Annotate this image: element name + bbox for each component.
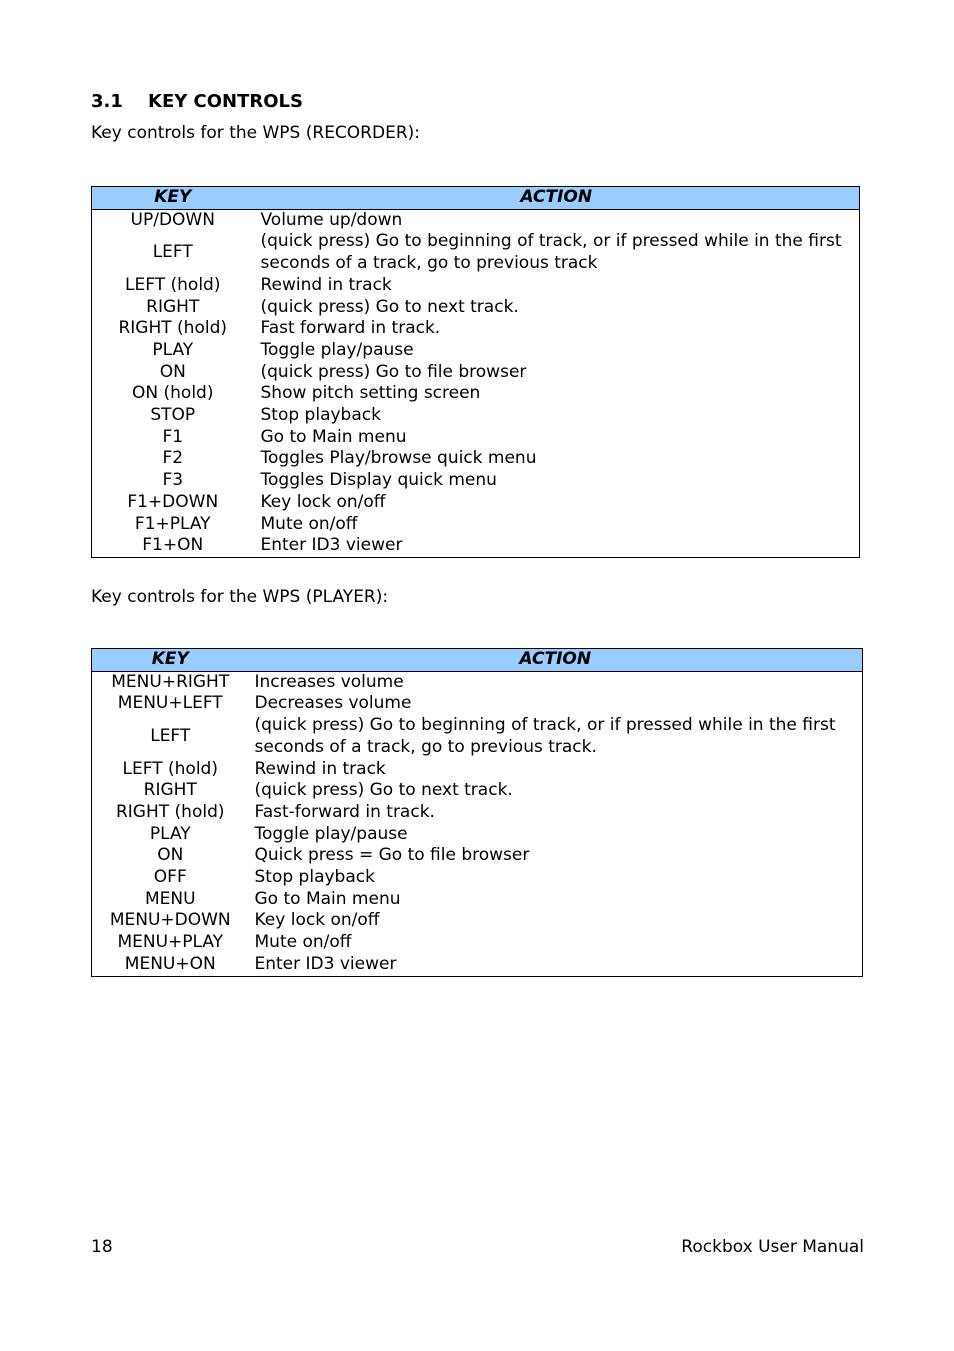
table-row <box>92 954 863 976</box>
table-row <box>92 514 860 536</box>
table-row <box>92 693 863 715</box>
action-cell: Volume up/down <box>260 209 403 230</box>
table-row <box>92 492 860 514</box>
footer-title: Rockbox User Manual <box>681 1237 864 1257</box>
table-row <box>92 780 863 802</box>
key-cell: PLAY <box>149 823 191 844</box>
table-row <box>92 383 860 405</box>
action-cell: Key lock on/off <box>254 910 380 931</box>
action-cell: (quick press) Go to beginning of track, or if pressed while in the first seconds of a track, go to previous track. <box>254 715 836 757</box>
key-cell: ON <box>159 361 186 382</box>
player-key-table <box>91 648 863 977</box>
action-cell: Stop playback <box>260 405 381 426</box>
key-column-header: KEY <box>92 187 254 210</box>
key-cell: RIGHT <box>143 780 197 801</box>
key-cell: F1+PLAY <box>134 513 211 534</box>
section-number: 3.1 <box>91 91 123 112</box>
action-cell: Toggles Play/browse quick menu <box>260 448 537 469</box>
table-row <box>92 845 863 867</box>
table-row <box>92 932 863 954</box>
action-cell: Enter ID3 viewer <box>260 535 403 556</box>
table-row <box>92 671 863 693</box>
key-cell: RIGHT <box>146 296 200 317</box>
key-cell: MENU+DOWN <box>109 910 231 931</box>
page-number: 18 <box>91 1237 113 1257</box>
key-cell: LEFT (hold) <box>122 758 218 779</box>
action-column-header: ACTION <box>249 649 863 672</box>
action-column-header: ACTION <box>254 187 860 210</box>
action-cell: Toggle play/pause <box>260 339 414 360</box>
key-cell: UP/DOWN <box>130 209 215 230</box>
key-cell: STOP <box>150 405 196 426</box>
action-cell: Decreases volume <box>254 693 412 714</box>
player-intro: Key controls for the WPS (PLAYER): <box>91 587 389 607</box>
table-row <box>92 535 860 557</box>
table-row <box>92 340 860 362</box>
table-row <box>92 715 863 758</box>
table-row <box>92 889 863 911</box>
action-cell: Stop playback <box>254 867 375 888</box>
action-cell: Key lock on/off <box>260 491 386 512</box>
key-cell: F2 <box>162 448 184 469</box>
action-cell: Go to Main menu <box>254 888 401 909</box>
key-cell: LEFT <box>152 242 193 263</box>
action-cell: Quick press = Go to file browser <box>254 845 530 866</box>
action-cell: Fast-forward in track. <box>254 801 435 822</box>
key-cell: ON <box>157 845 184 866</box>
key-cell: LEFT <box>150 725 191 746</box>
table-row <box>92 231 860 274</box>
section-heading <box>91 91 303 112</box>
key-cell: F1+DOWN <box>127 491 219 512</box>
action-cell: (quick press) Go to beginning of track, or if pressed while in the first seconds of a track, go to previous track <box>260 231 842 274</box>
key-cell: MENU+RIGHT <box>111 671 230 692</box>
table-row <box>92 427 860 449</box>
action-cell: (quick press) Go to file browser <box>260 361 527 382</box>
action-cell: Go to Main menu <box>260 426 407 447</box>
action-cell: Increases volume <box>254 671 404 692</box>
table-row <box>92 297 860 319</box>
key-cell: MENU+ON <box>124 953 216 974</box>
table-header-row <box>92 187 860 210</box>
key-cell: MENU+LEFT <box>117 693 223 714</box>
table-row <box>92 910 863 932</box>
key-cell: F3 <box>162 470 184 491</box>
action-cell: Toggles Display quick menu <box>260 470 497 491</box>
key-cell: PLAY <box>152 339 194 360</box>
table-row <box>92 362 860 384</box>
key-cell: ON (hold) <box>132 383 214 404</box>
action-cell: Mute on/off <box>260 513 358 534</box>
table-row <box>92 405 860 427</box>
action-cell: (quick press) Go to next track. <box>254 780 513 801</box>
key-cell: RIGHT (hold) <box>118 318 228 339</box>
action-cell: Rewind in track <box>260 274 392 295</box>
action-cell: Mute on/off <box>254 932 352 953</box>
table-row <box>92 448 860 470</box>
key-cell: OFF <box>153 867 187 888</box>
key-cell: F1 <box>162 426 184 447</box>
recorder-intro: Key controls for the WPS (RECORDER): <box>91 123 421 143</box>
table-row <box>92 275 860 297</box>
key-cell: RIGHT (hold) <box>115 801 225 822</box>
section-title: KEY CONTROLS <box>148 91 303 112</box>
action-cell: Toggle play/pause <box>254 823 408 844</box>
action-cell: Enter ID3 viewer <box>254 953 397 974</box>
key-cell: MENU <box>144 888 196 909</box>
action-cell: Rewind in track <box>254 758 386 779</box>
key-column-header: KEY <box>92 649 249 672</box>
recorder-key-table <box>91 186 860 558</box>
table-row <box>92 318 860 340</box>
table-row <box>92 470 860 492</box>
table-row <box>92 759 863 781</box>
key-cell: LEFT (hold) <box>125 274 221 295</box>
table-row <box>92 802 863 824</box>
table-row <box>92 867 863 889</box>
action-cell: Fast forward in track. <box>260 318 441 339</box>
table-row <box>92 209 860 231</box>
key-cell: F1+ON <box>142 535 204 556</box>
action-cell: (quick press) Go to next track. <box>260 296 519 317</box>
action-cell: Show pitch setting screen <box>260 383 481 404</box>
table-row <box>92 824 863 846</box>
table-header-row <box>92 649 863 672</box>
key-cell: MENU+PLAY <box>117 932 224 953</box>
